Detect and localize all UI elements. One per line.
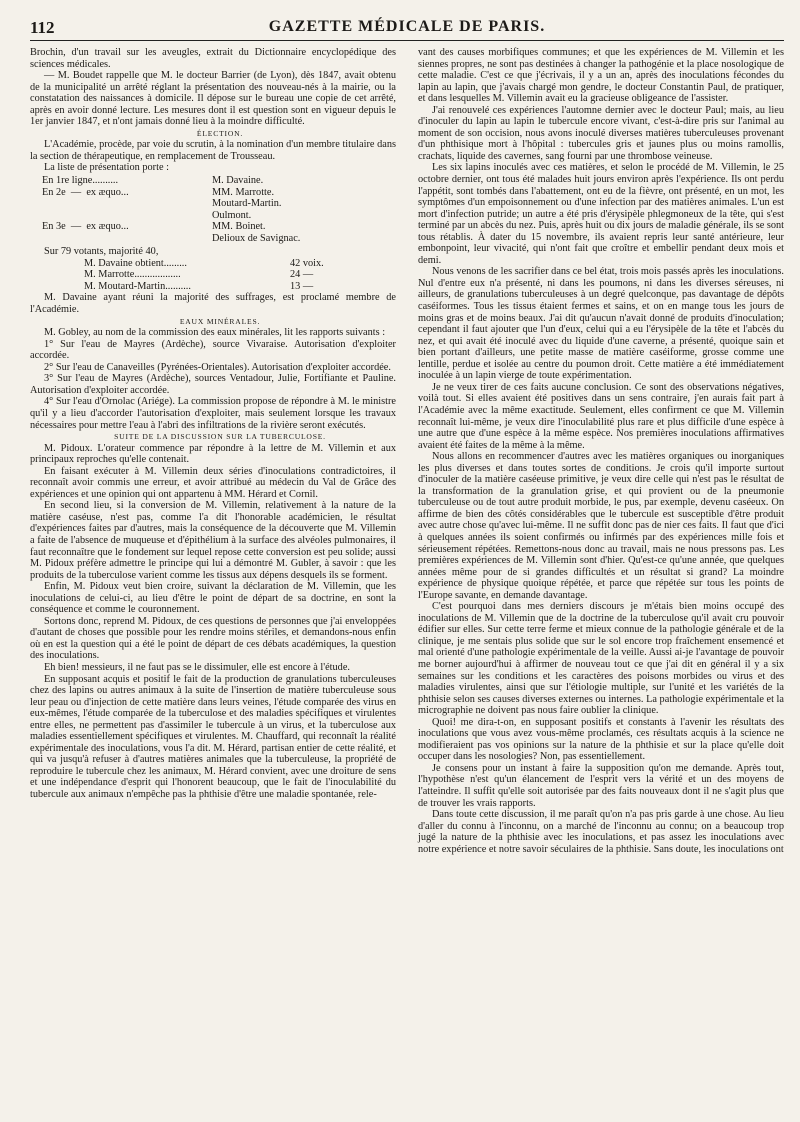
vote-count: 42 voix. bbox=[290, 257, 324, 269]
paragraph: M. Davaine ayant réuni la majorité des suffrages, est proclamé membre de l'Académie. bbox=[30, 292, 396, 316]
list-names: M. Davaine. bbox=[212, 175, 264, 187]
paragraph: 4° Sur l'eau d'Ornolac (Ariége). La commission propose de répondre à M. le ministre qu'il y a lieu d'accorder l'autorisation d'exploiter, mais seulement lorsque les travaux nécessaires pour mettre l'eau à l'abri des infiltrations de la rivière seront exécutés. bbox=[30, 396, 396, 431]
presentation-list bbox=[42, 175, 396, 244]
paragraph: 2° Sur l'eau de Canaveilles (Pyrénées-Orientales). Autorisation d'exploiter accordée. bbox=[44, 361, 391, 373]
paragraph: Brochin, d'un travail sur les aveugles, extrait du Dictionnaire encyclopédique des sciences médicales. bbox=[30, 47, 396, 70]
paragraph: Sortons donc, reprend M. Pidoux, de ces questions de personnes que j'ai enveloppées d'autant de choses que possible pour les rendre moins stériles, et demandons-nous enfin où en est la question qui a été le point de départ de ces débats académiques, la question des inoculations. bbox=[30, 615, 396, 662]
paragraph: En second lieu, si la conversion de M. Villemin, relativement à la nature de la matière caséuse, n'est pas, comme l'a dit l'honorable académicien, le résultat d'expériences faites par d'autres, mais la conséquence de la découverte que M. Villemin a faite de l'absence de muqueuse et d'épithélium à la surface des alvéoles pulmonaires, il faut reconnaître que le fondement sur lequel repose cette conversion est peu solide; aussi M. Pidoux préfère admettre le principe qui lui a démontré M. Gubler, à savoir : que les produits de la tuberculose varient comme les tissus aux dépens desquels ils se forment. bbox=[30, 500, 396, 581]
paragraph: 3° Sur l'eau de Mayres (Ardèche), sources Ventadour, Julie, Fortifiante et Pauline. Autorisation d'exploiter accordée. bbox=[30, 373, 396, 396]
paragraph: vant des causes morbifiques communes; et que les expériences de M. Villemin et les siennes propres, ne sont pas destinées à changer la pathogénie et la place nosologique de cette maladie. C'est ce que j'écrivais, il y a un an, après des inoculations fécondes du lapin au lapin, que j'avais chargé mon gendre, le docteur Constantin Paul, de pratiquer, et dans lesquelles M. Villemin avait eu la gracieuse obligeance de l'assister. bbox=[418, 47, 784, 105]
left-column bbox=[30, 47, 396, 855]
vote-name: M. Davaine obtient......... bbox=[84, 257, 187, 269]
list-item bbox=[42, 175, 396, 187]
vote-count: 13 — bbox=[290, 280, 314, 292]
page-number: 112 bbox=[30, 18, 55, 37]
vote-row bbox=[84, 269, 396, 281]
vote-row bbox=[84, 281, 396, 293]
paragraph: — M. Boudet rappelle que M. le docteur Barrier (de Lyon), dès 1847, avait obtenu de la municipalité un arrêté réglant la présentation des nouveau-nés à la mairie, ou la constatation des naissances à domicile. Il dépose sur le bureau une copie de cet arrêté, après en avoir donné lecture. Les mesures dont il est question sont en vigueur depuis le 1er janvier 1847, et n'ont jamais donné lieu à la moindre difficulté. bbox=[30, 70, 396, 128]
list-label: En 1re ligne.......... bbox=[42, 175, 119, 187]
list-item bbox=[42, 187, 396, 222]
paragraph: Les six lapins inoculés avec ces matières, et selon le procédé de M. Villemin, le 25 octobre dernier, ont tous été malades huit jours environ après l'expérience. Ils ont perdu l'appétit, sont tombés dans l'abattement, ont eu de la fièvre, ont présenté, en un mot, les symptômes d'un empoisonnement ou d'une infection par des matières animales. L'un est mort d'infection putride; un autre a été pris d'érysipèle phlegmoneux de la tête, qui s'est terminé par un abcès du nez. Puis, après huit ou dix jours de maladie générale, ils se sont tous rétablis. À dater du 15 novembre, ils avaient repris leur santé antérieure, leur embonpoint, leur vivacité, qui n'ont fait que croître et embellir pendant deux mois et demi. bbox=[418, 162, 785, 266]
vote-results bbox=[30, 258, 396, 293]
list-item bbox=[42, 221, 396, 244]
page-header bbox=[30, 18, 784, 41]
paragraph: M. Gobley, au nom de la commission des eaux minérales, lit les rapports suivants : bbox=[44, 327, 386, 339]
paragraph: Sur 79 votants, majorité 40, bbox=[44, 246, 159, 258]
list-names: MM. Boinet. Delioux de Savignac. bbox=[212, 221, 301, 244]
paragraph: L'Académie, procède, par voie du scrutin, à la nomination d'un membre titulaire dans la section de thérapeutique, en remplacement de Trousseau. bbox=[30, 139, 396, 162]
paragraph: En supposant acquis et positif le fait de la production de granulations tuberculeuses chez des lapins ou autres animaux à la suite de l'insertion de matière tuberculeuse sous leur peau ou d'injection de cette matière dans leurs veines, l'étude comparée des virus en eux-mêmes, l'étude comparée de la tuberculose et des maladies spécifiques et virulentes entre elles, ne permettent pas d'assimiler le tubercule à un virus, et la tuberculose aux maladies essentiellement spécifiques et virulentes. M. Chauffard, qui reconnaît la réalité expérimentale des inoculations, vous l'a dit. M. Hérard, partisan entier de cette réalité, et qui va jusqu'à refuser à d'autres matières animales que la tuberculeuse, la propriété de reproduire le tubercule chez les animaux, M. Hérard convient, avec une droiture de sens et une indépendance d'esprit qui l'honorent beaucoup, que le fait de l'inoculabilité du tubercule aux animaux n'empêche pas la phthisie d'être une maladie spontanée, rele- bbox=[30, 673, 396, 800]
paragraph: Je ne veux tirer de ces faits aucune conclusion. Ce sont des observations négatives, voilà tout. Si elles avaient été positives dans un sens contraire, j'en aurais fait part à l'Académie avec la même exactitude. Seulement, elles confirment ce que M. Villemin reconnaît lui-même, je veux dire l'inoculabilité plus rare et plus difficile d'une espèce à une autre que d'une espèce à la même espèce. Nos premières inoculations affirmatives avaient été faites de la même à la même. bbox=[418, 381, 784, 451]
paragraph: J'ai renouvelé ces expériences l'automne dernier avec le docteur Paul; mais, au lieu d'inoculer du lapin au lapin le tubercule encore vivant, c'est-à-dire pris sur l'animal au moment de son occision, nous avons inoculé diverses matières tuberculeuses provenant d'un phthisique mort à l'hôpital : tubercules gris et jaunes plus ou moins ramollis, crachats, liquide des cavernes, sang fourni par une thrombose veineuse. bbox=[418, 104, 784, 162]
list-names: MM. Marrotte. Moutard-Martin. Oulmont. bbox=[212, 186, 282, 221]
vote-row bbox=[84, 258, 396, 270]
vote-name: M. Moutard-Martin.......... bbox=[84, 280, 191, 292]
paragraph: 1° Sur l'eau de Mayres (Ardèche), source Vivaraise. Autorisation d'exploiter accordée. bbox=[30, 338, 396, 362]
vote-name: M. Marrotte.................. bbox=[84, 269, 181, 281]
running-title: GAZETTE MÉDICALE DE PARIS. bbox=[268, 18, 546, 35]
paragraph: Enfin, M. Pidoux veut bien croire, suivant la déclaration de M. Villemin, que les inoculations de celui-ci, au lieu d'être le point de départ de sa doctrine, en sont la conséquence et comme le couronnement. bbox=[30, 581, 396, 616]
right-column bbox=[418, 47, 784, 855]
paragraph: Quoi! me dira-t-on, en supposant positifs et constants à l'avenir les résultats des inoculations que vous avez vous-même proclamés, ces résultats acquis à la science ne modifieraient pas vos opinions sur la nature de la phthisie et sur la place qu'elle doit occuper dans les nosologies? Non, pas essentiellement. bbox=[418, 716, 784, 763]
section-heading: ÉLECTION. bbox=[196, 128, 244, 138]
paragraph: M. Pidoux. L'orateur commence par répondre à la lettre de M. Villemin et aux principaux reproches qu'elle contenait. bbox=[30, 442, 396, 466]
paragraph: Nous allons en recommencer d'autres avec les matières organiques ou inorganiques les plus diverses et dans toutes sortes de conditions. Je crois qu'il importe surtout d'inoculer de la matière caséeuse primitive, je veux dire celle qui n'est pas le résultat de la transformation de la granulation grise, et qui provient ou de la pneumonie tuberculeuse ou de tout autre produit morbide, le pus, par exemple, devenu caséeux. On affirme de bien des côtés considérables que le tubercule est susceptible d'être produit avec autre chose qu'avec lui-même. Il ne suffit donc pas de nier ces faits. Il faut que d'ici à quelques années ils soient confirmés ou infirmés par des expériences mille fois et sérieusement répétées. Remettons-nous donc au travail, mais ne nous pressons pas. Les premières expériences de M. Villemin sont d'hier. Qu'est-ce qu'une année, que quelques années même pour de si grandes difficultés et un résultat si grand? La moindre expérience de physique quoique répétée, et parce que répétée sur tous les points de l'Europe savante, en demande davantage. bbox=[418, 451, 784, 601]
paragraph: La liste de présentation porte : bbox=[44, 162, 169, 174]
paragraph: Je consens pour un instant à faire la supposition qu'on me demande. Après tout, l'hypothèse n'est qu'un élancement de l'esprit vers la vérité et un des moyens de l'atteindre. Il suffit qu'elle soit autorisée par des faits nouveaux dont il ne s'agit plus que de trouver les vrais rapports. bbox=[418, 762, 784, 809]
text-columns bbox=[30, 47, 784, 855]
paragraph: C'est pourquoi dans mes derniers discours je m'étais bien moins occupé des inoculations de M. Villemin que de la doctrine de la tuberculose qu'il avait cru pouvoir édifier sur elles. Sur cette terre ferme et mieux connue de la pathologie générale et de la clinique, je me sentais plus solide que sur le sol encore trop fraîchement ensemencé et mal orienté d'une pathologie expérimentale de la veille. Aussi ai-je l'avantage de pouvoir me borner aujourd'hui à affirmer de nouveau tout ce que j'ai dit en général il y a six semaines sur les conditions et les caractères des poisons morbides ou virus et des maladies virulentes, ainsi que sur l'étiologie multiple, sur l'unité et les variétés de la phthisie selon ses causes diverses externes ou internes. La pathologie expérimentale et la micrographie ne doivent pas nous faire oublier la clinique. bbox=[418, 601, 784, 717]
list-label: En 3e — ex æquo... bbox=[42, 221, 129, 233]
paragraph: Eh bien! messieurs, il ne faut pas se le dissimuler, elle est encore à l'étude. bbox=[44, 661, 350, 673]
vote-count: 24 — bbox=[290, 269, 314, 281]
paragraph: En faisant exécuter à M. Villemin deux séries d'inoculations contradictoires, il reconnaît avoir commis une erreur, et avoir attribué au médecin du Val de Grâce des expériences et une opinion qui ont appartenu à MM. Hérard et Cornil. bbox=[30, 465, 396, 500]
section-heading: EAUX MINÉRALES. bbox=[179, 316, 261, 326]
section-heading: SUITE DE LA DISCUSSION SUR LA TUBERCULOSE. bbox=[114, 432, 326, 442]
paragraph: Nous venons de les sacrifier dans ce bel état, trois mois passés après les inoculations. Nul d'entre eux n'a présenté, ni dans les poumons, ni dans les diverses séreuses, ni ailleurs, de granulations tuberculeuses à un degré quelconque, pas davantage de dépôts caséiformes. Tous les tissus étaient fermes et sains, et on en mange tous les jours de moins gras et de moins beaux. J'ai dit qu'aucun n'avait donné de produits d'inoculation; cependant il faut ajouter que l'un d'eux, celui qui a eu l'érysipèle de la tête et l'abcès du nez, et qui avait été inoculé avec du liquide d'une caverne, a présenté, quoique sain et bien portant d'ailleurs, une petite masse de matière caséiforme, grosse comme une lentille, perdue et isolée au centre du poumon droit. Cette matière a été immédiatement inoculée à un lapin vierge de toute expérimentation. bbox=[418, 266, 784, 382]
list-label: En 2e — ex æquo... bbox=[42, 186, 129, 198]
paragraph: Dans toute cette discussion, il me paraît qu'on n'a pas pris garde à une chose. Au lieu d'aller du connu à l'inconnu, on a marché de l'inconnu au connu; on a beaucoup trop jugé la nature de la phthisie avec les inoculations, et pas assez les inoculations avec notre expérience et notre savoir séculaires de la phthisie. Sans doute, les inoculations ont bbox=[418, 809, 784, 855]
